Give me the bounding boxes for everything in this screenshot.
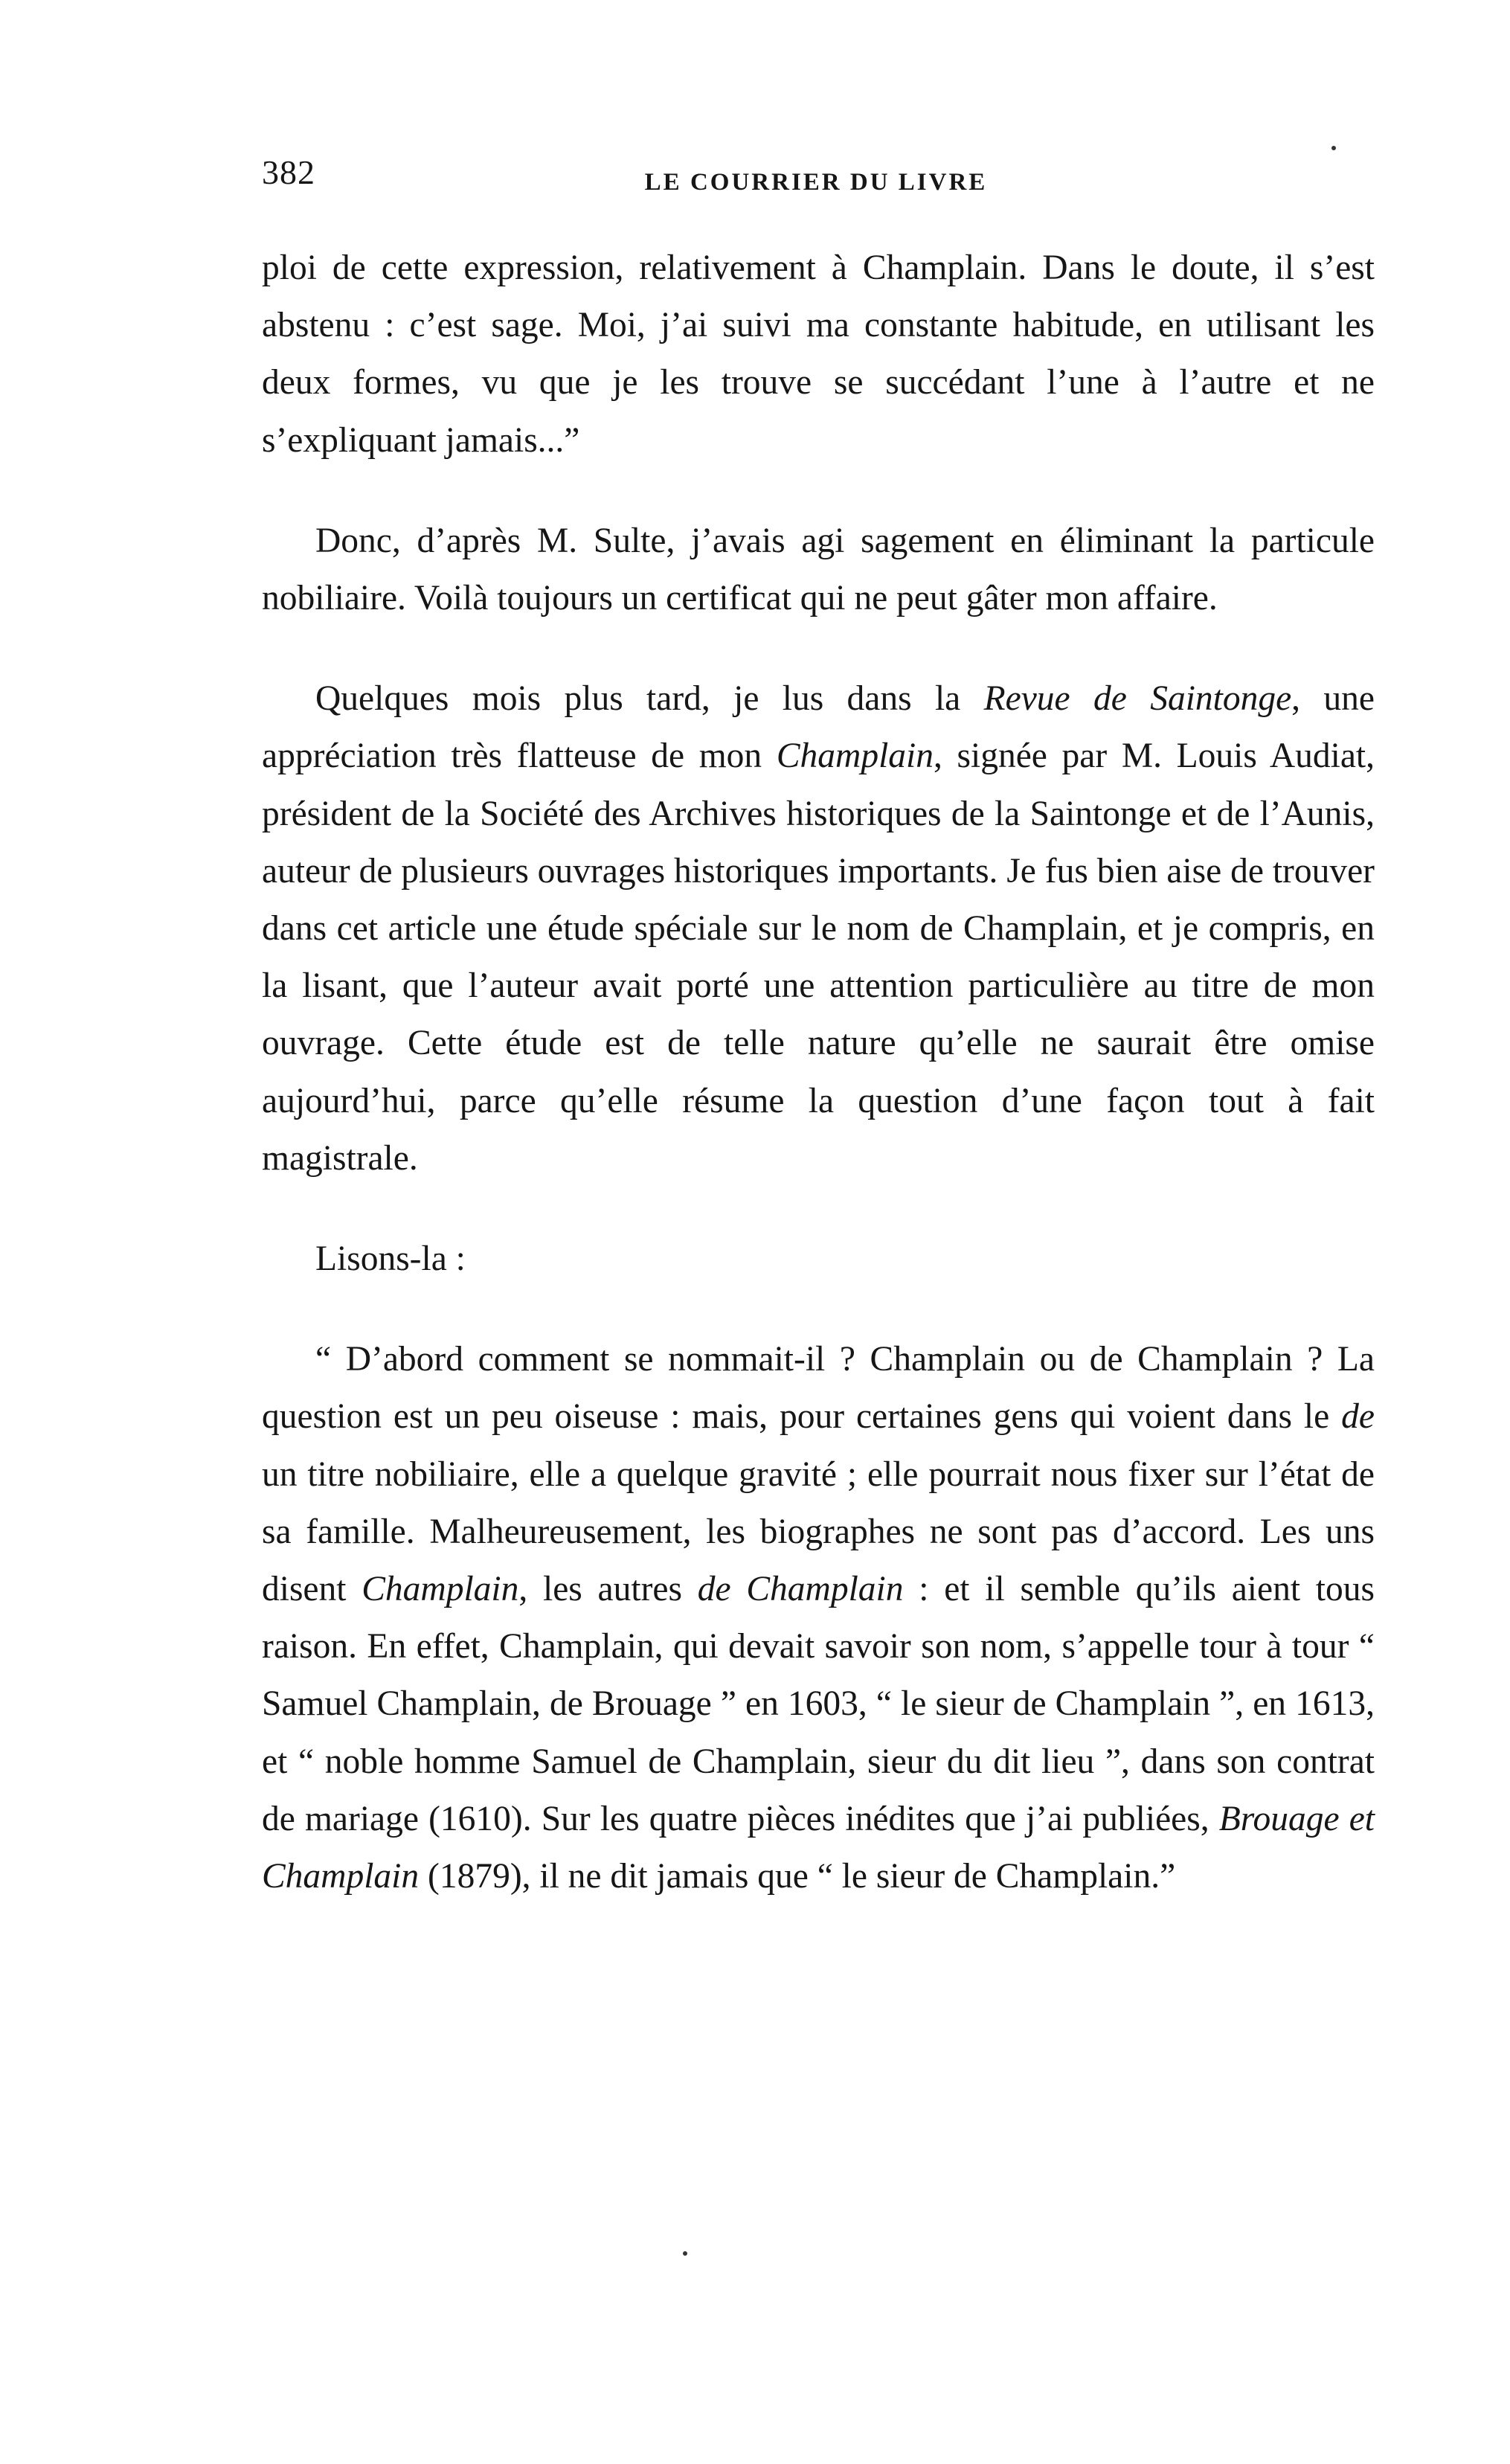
text-segment: Quelques mois plus tard, je lus dans la xyxy=(315,679,984,719)
paragraph-audiat-quotation xyxy=(262,1331,1375,1905)
text-segment: un titre nobiliaire, elle a quelque gravité ; elle pourrait nous fixer sur l’état de sa famille. Malheureusement, les biographes ne sont pas d’accord. Les uns disent xyxy=(262,1454,1375,1609)
paragraph-sulte-approval xyxy=(262,513,1375,627)
page-header xyxy=(262,153,1370,205)
print-speck xyxy=(683,2251,687,2256)
text-segment: , les autres xyxy=(518,1570,698,1609)
italic-text-segment: Champlain xyxy=(776,737,934,776)
italic-text-segment: Champlain xyxy=(362,1570,519,1609)
text-segment: “ D’abord comment se nommait-il ? Champlain ou de Champlain ? La question est un peu oiseuse : mais, pour certaines gens qui voient dans le xyxy=(262,1340,1375,1437)
text-segment: (1879), il ne dit jamais que “ le sieur de Champlain.” xyxy=(419,1857,1176,1896)
body-text xyxy=(262,240,1375,1905)
text-segment: Donc, d’après M. Sulte, j’avais agi sagement en éliminant la particule nobiliaire. Voilà toujours un certificat qui ne peut gâter mon affaire. xyxy=(262,521,1375,618)
text-segment: : et il semble qu’ils aient tous raison. En effet, Champlain, qui devait savoir son nom, s’appelle tour à tour “ Samuel Champlain, de Brouage ” en 1603, “ le sieur de Champlain ”, en 1613, et “ noble homme Samuel de Champlain, sieur du dit lieu ”, dans son contrat de mariage (1610). Sur les quatre pièces inédites que j’ai publiées, xyxy=(262,1570,1375,1838)
text-segment: , signée par M. Louis Audiat, président de la Société des Archives historiques de la Saintonge et de l’Aunis, auteur de plusieurs ouvrages historiques importants. Je fus bien aise de trouver dans cet article une étude spéciale sur le nom de Champlain, et je compris, en la lisant, que l’auteur avait porté une attention particulière au titre de mon ouvrage. Cette étude est de telle nature qu’elle ne saurait être omise aujourd’hui, parce qu’elle résume la question d’une façon tout à fait magistrale. xyxy=(262,737,1375,1178)
text-segment: ploi de cette expression, relativement à Champlain. Dans le doute, il s’est abstenu : c’est sage. Moi, j’ai suivi ma constante habitude, en utilisant les deux formes, vu que je les trouve se succédant l’une à l’autre et ne s’expliquant jamais...” xyxy=(262,248,1375,460)
italic-text-segment: de Champlain xyxy=(697,1570,904,1609)
paragraph-continuation xyxy=(262,240,1375,469)
paragraph-revue-saintonge xyxy=(262,670,1375,1187)
print-speck xyxy=(1331,146,1336,150)
paragraph-lisons-la xyxy=(262,1231,1375,1288)
italic-text-segment: Brouage et Champlain xyxy=(262,1799,1375,1896)
page-number: 382 xyxy=(262,153,315,191)
italic-text-segment: Revue de Saintonge xyxy=(983,679,1292,719)
text-segment: , une appréciation très flatteuse de mon xyxy=(262,679,1375,776)
running-head: LE COURRIER DU LIVRE xyxy=(644,169,988,196)
text-segment: Lisons-la : xyxy=(315,1239,466,1279)
italic-text-segment: de xyxy=(1341,1397,1375,1437)
